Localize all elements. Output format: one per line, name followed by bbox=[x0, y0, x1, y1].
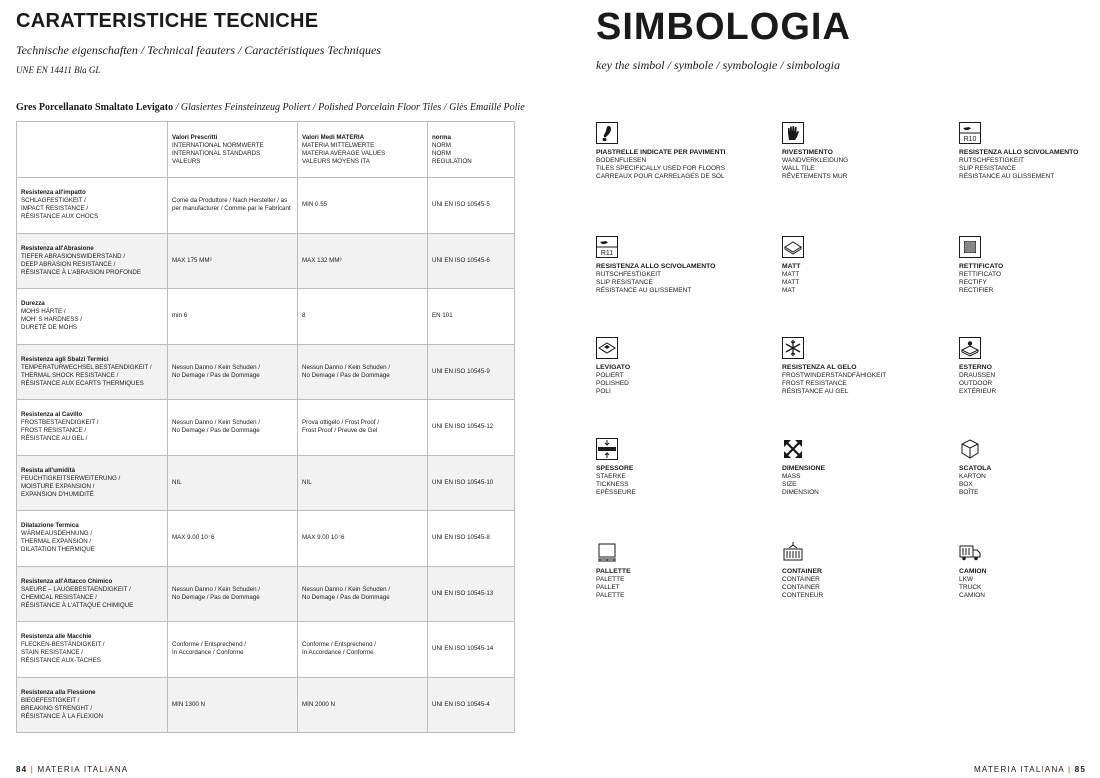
average-value: Frost Proof / Preuve de Gel bbox=[302, 427, 378, 435]
symbol-translation: RECTIFY bbox=[959, 279, 987, 286]
property-cell bbox=[17, 455, 168, 511]
property-translation: TEMPERATURWECHSEL BESTAENDIGKEIT / bbox=[21, 363, 152, 371]
footer-separator: | bbox=[1067, 765, 1072, 774]
symbol-translation: MATT bbox=[782, 271, 800, 278]
outdoor-tile-icon bbox=[959, 337, 981, 359]
symbol-name: RIVESTIMENTO bbox=[782, 149, 833, 156]
property-translation: MOHS HÄRTE / bbox=[21, 308, 66, 316]
symbol-name: SCATOLA bbox=[959, 465, 992, 472]
header-title: norma bbox=[432, 133, 451, 141]
thickness-icon bbox=[596, 438, 618, 460]
average-value-cell bbox=[298, 566, 428, 622]
symbol-translation: CARREAUX POUR CARRELAGES DE SOL bbox=[596, 173, 725, 180]
property-title: Dilatazione Termica bbox=[21, 522, 79, 530]
header-line: INTERNATIONAL NORMWERTE bbox=[172, 141, 264, 149]
symbol-translation: TILES SPECIFICALLY USED FOR FLOORS bbox=[596, 165, 726, 172]
prescribed-value: MAX 9.00 10⁻6 bbox=[172, 534, 215, 542]
box-icon bbox=[959, 438, 981, 460]
prescribed-value: Conforme / Entsprechend / bbox=[172, 641, 246, 649]
property-title: Resistenza al Cavillo bbox=[21, 411, 83, 419]
property-translation: TIEFER ABRASIONSWIDERSTAND / bbox=[21, 252, 126, 260]
table-row bbox=[17, 511, 515, 567]
prescribed-value: Nessun Danno / Kein Schuden / bbox=[172, 363, 261, 371]
average-value: MIN 0.55 bbox=[302, 201, 328, 209]
brand-part: MATERIA ITAL bbox=[974, 765, 1042, 774]
symbol-translation: CONTAINER bbox=[782, 584, 820, 591]
symbol-name: PALLETTE bbox=[596, 568, 631, 575]
average-value: Prova ottigelo / Frost Proof / bbox=[302, 419, 380, 427]
property-title: Resistenza agli Sbalzi Termici bbox=[21, 355, 109, 363]
slip-r11-icon bbox=[596, 236, 618, 258]
property-translation: THERMAL EXPANSION / bbox=[21, 538, 92, 546]
norm-cell: UNI EN ISO 10545-8 bbox=[428, 511, 515, 567]
table-row bbox=[17, 344, 515, 400]
pallet-icon bbox=[596, 541, 618, 563]
symbol-translation: PALETTE bbox=[596, 576, 625, 583]
average-value: Nessun Danno / Kein Schuden / bbox=[302, 585, 391, 593]
symbol-translation: RUTSCHFESTIGKEIT bbox=[959, 157, 1025, 164]
property-cell bbox=[17, 566, 168, 622]
average-value: NIL bbox=[302, 478, 312, 486]
symbol-item bbox=[782, 541, 932, 600]
norm-cell: UNI EN ISO 10545-10 bbox=[428, 455, 515, 511]
average-value: MAX 132 MM³ bbox=[302, 256, 342, 264]
slip-badge-label: R11 bbox=[600, 250, 614, 257]
prescribed-value: No Demage / Pas de Dommage bbox=[172, 427, 260, 435]
prescribed-value: MAX 175 MM³ bbox=[172, 256, 212, 264]
snowflake-icon bbox=[782, 337, 804, 359]
norm-cell: EN 101 bbox=[428, 289, 515, 345]
matt-tile-icon bbox=[782, 236, 804, 258]
symbol-translation: SLIP RESISTANCE bbox=[959, 165, 1016, 172]
footer-right bbox=[974, 765, 1086, 774]
header-line: MATERIA MITTELWERTE bbox=[302, 141, 375, 149]
property-translation: CHEMICAL RESISTANCE / bbox=[21, 593, 97, 601]
property-translation: FROSTBESTAENDIGKEIT / bbox=[21, 419, 99, 427]
average-value: No Demage / Pas de Dommage bbox=[302, 593, 390, 601]
property-translation: RÉSISTANCE À L'ABRASION PROFONDE bbox=[21, 268, 142, 276]
prescribed-value-cell bbox=[168, 289, 298, 345]
symbol-name: CAMION bbox=[959, 568, 987, 575]
symbol-translation: CONTENEUR bbox=[782, 592, 824, 599]
symbol-name: LEVIGATO bbox=[596, 364, 631, 371]
symbols-subtitle: key the simbol / symbole / symbologie / simbologia bbox=[596, 58, 840, 72]
symbol-translation: FROST RESISTANCE bbox=[782, 380, 847, 387]
header-line: NORM bbox=[432, 149, 451, 157]
symbol-translation: BOÎTE bbox=[959, 489, 979, 496]
symbol-name: SPESSORE bbox=[596, 465, 634, 472]
symbol-name: PIASTRELLE INDICATE PER PAVIMENTI bbox=[596, 149, 726, 156]
symbol-item bbox=[959, 122, 1100, 181]
property-translation: BIEGEFESTIGKEIT / bbox=[21, 696, 80, 704]
symbol-item bbox=[596, 438, 746, 497]
average-value: MAX 9.00 10⁻6 bbox=[302, 534, 345, 542]
footer-brand bbox=[974, 765, 1065, 774]
prescribed-value: Nessun Danno / Kein Schuden / bbox=[172, 585, 261, 593]
average-value-cell bbox=[298, 511, 428, 567]
symbol-translation: PALLET bbox=[596, 584, 620, 591]
symbol-name: DIMENSIONE bbox=[782, 465, 826, 472]
symbol-name: RESISTENZA ALLO SCIVOLAMENTO bbox=[959, 149, 1079, 156]
prescribed-value: No Demage / Pas de Dommage bbox=[172, 371, 260, 379]
symbol-item bbox=[782, 122, 932, 181]
symbol-translation: SLIP RESISTANCE bbox=[596, 279, 653, 286]
symbol-item bbox=[782, 236, 932, 295]
property-translation: RÉSISTANCE AUX-TACHES bbox=[21, 657, 101, 665]
symbol-translation: RÉSISTANCE AU GEL bbox=[782, 388, 849, 395]
prescribed-value-cell bbox=[168, 677, 298, 733]
prescribed-value-cell bbox=[168, 455, 298, 511]
property-title: Resistenza all'impatto bbox=[21, 189, 86, 197]
symbol-translation: POLI bbox=[596, 388, 611, 395]
page-title: CARATTERISTICHE TECNICHE bbox=[16, 10, 319, 32]
symbol-translation: OUTDOOR bbox=[959, 380, 993, 387]
average-value-cell bbox=[298, 622, 428, 678]
slip-r10-icon bbox=[959, 122, 981, 144]
symbol-translation: FROSTWINDERSTANDFÄHIGKEIT bbox=[782, 372, 887, 379]
slip-badge-label: R10 bbox=[963, 136, 977, 143]
symbol-translation: POLISHED bbox=[596, 380, 629, 387]
symbol-translation: BOX bbox=[959, 481, 973, 488]
symbol-translation: DRAUSSEN bbox=[959, 372, 996, 379]
norm-cell: UNI EN ISO 10545-12 bbox=[428, 400, 515, 456]
property-translation: EXPANSION D'HUMIDITÉ bbox=[21, 490, 94, 498]
property-translation: SCHLAGFESTIGKEIT / bbox=[21, 197, 86, 205]
symbol-item bbox=[596, 541, 746, 600]
symbol-item bbox=[959, 541, 1100, 600]
prescribed-value-cell bbox=[168, 400, 298, 456]
header-cell-col4 bbox=[428, 122, 515, 178]
symbol-item bbox=[596, 122, 746, 181]
footer-separator: | bbox=[30, 765, 35, 774]
symbol-item bbox=[782, 438, 932, 497]
symbol-translation: RECTIFIER bbox=[959, 287, 994, 294]
symbol-translation: TRUCK bbox=[959, 584, 982, 591]
symbol-item bbox=[959, 236, 1100, 295]
property-translation: MOH' S HARDNESS / bbox=[21, 316, 83, 324]
symbol-item bbox=[596, 337, 746, 396]
property-translation: DURETÉ DE MOHS bbox=[21, 324, 78, 332]
symbol-translation: RETTIFICATO bbox=[959, 271, 1002, 278]
symbol-translation: TICKNESS bbox=[596, 481, 629, 488]
prescribed-value: No Demage / Pas de Dommage bbox=[172, 593, 260, 601]
prescribed-value-cell bbox=[168, 622, 298, 678]
rectified-icon bbox=[959, 236, 981, 258]
norm-cell: UNI EN ISO 10545-9 bbox=[428, 344, 515, 400]
symbol-translation: SIZE bbox=[782, 481, 797, 488]
hand-icon bbox=[782, 122, 804, 144]
table-row bbox=[17, 178, 515, 234]
property-translation: FEUCHTIGKEITSERWEITERUNG / bbox=[21, 474, 121, 482]
symbol-translation: DIMENSION bbox=[782, 489, 819, 496]
average-value-cell bbox=[298, 233, 428, 289]
header-title: Valori Prescritti bbox=[172, 133, 218, 141]
header-line: INTERNATIONAL STANDARDS bbox=[172, 149, 261, 157]
property-translation: BREAKING STRENGHT / bbox=[21, 704, 93, 712]
prescribed-value: per manufacturer / Comme par le Fabricant bbox=[172, 205, 291, 213]
brand-part: MATERIA ITAL bbox=[37, 765, 105, 774]
symbol-translation: PALETTE bbox=[596, 592, 625, 599]
symbol-translation: MASS bbox=[782, 473, 801, 480]
prescribed-value-cell bbox=[168, 344, 298, 400]
header-line: VALEURS MOYENS ITA bbox=[302, 157, 370, 165]
table-row bbox=[17, 622, 515, 678]
header-title: Valori Medi MATERIA bbox=[302, 133, 365, 141]
truck-icon bbox=[959, 541, 981, 563]
property-translation: FROST RESISTANCE / bbox=[21, 427, 87, 435]
symbol-name: CONTAINER bbox=[782, 568, 822, 575]
prescribed-value-cell bbox=[168, 178, 298, 234]
header-line: NORM bbox=[432, 141, 451, 149]
table-row bbox=[17, 677, 515, 733]
table-row bbox=[17, 289, 515, 345]
property-translation: RÉSISTANCE AUX ECARTS THERMIQUES bbox=[21, 379, 144, 387]
symbol-translation: CONTAINER bbox=[782, 576, 820, 583]
property-translation: DEEP ABRASION RESISTANCE / bbox=[21, 260, 116, 268]
prescribed-value: In Accordance / Conforme bbox=[172, 649, 244, 657]
prescribed-value: Nessun Danno / Kein Schuden / bbox=[172, 419, 261, 427]
symbol-translation: RUTSCHFESTIGKEIT bbox=[596, 271, 662, 278]
property-cell bbox=[17, 622, 168, 678]
table-row bbox=[17, 233, 515, 289]
property-translation: SAEURE – LAUGEBESTAENDIGKEIT / bbox=[21, 585, 131, 593]
prescribed-value: NIL bbox=[172, 478, 182, 486]
symbol-translation: POLIERT bbox=[596, 372, 624, 379]
prescribed-value-cell bbox=[168, 566, 298, 622]
symbol-name: ESTERNO bbox=[959, 364, 992, 371]
footer-left bbox=[16, 765, 128, 774]
property-cell bbox=[17, 677, 168, 733]
average-value-cell bbox=[298, 677, 428, 733]
symbol-translation: STAERKE bbox=[596, 473, 626, 480]
norm-reference: UNE EN 14411 Bla GL bbox=[16, 65, 101, 75]
average-value: No Demage / Pas de Dommage bbox=[302, 371, 390, 379]
norm-cell: UNI EN ISO 10545-14 bbox=[428, 622, 515, 678]
property-cell bbox=[17, 344, 168, 400]
header-cell-col3 bbox=[298, 122, 428, 178]
header-empty-cell bbox=[17, 122, 168, 178]
table-row bbox=[17, 455, 515, 511]
table-row bbox=[17, 566, 515, 622]
prescribed-value: min 6 bbox=[172, 312, 188, 320]
average-value-cell bbox=[298, 344, 428, 400]
prescribed-value-cell bbox=[168, 511, 298, 567]
header-line: VALEURS bbox=[172, 157, 201, 165]
average-value: In Accordance / Conforme bbox=[302, 649, 374, 657]
symbol-translation: BODENFLIESEN bbox=[596, 157, 647, 164]
average-value: Conforme / Entsprechend / bbox=[302, 641, 376, 649]
brand-part: ANA bbox=[108, 765, 129, 774]
product-description bbox=[16, 102, 525, 113]
product-name: Gres Porcellanato Smaltato Levigato bbox=[16, 102, 174, 113]
header-cell-col2 bbox=[168, 122, 298, 178]
symbol-item bbox=[782, 337, 932, 396]
symbol-translation: CAMION bbox=[959, 592, 985, 599]
norm-cell: UNI EN ISO 10545-5 bbox=[428, 178, 515, 234]
norm-cell: UNI EN ISO 10545-4 bbox=[428, 677, 515, 733]
symbol-name: MATT bbox=[782, 263, 801, 270]
product-translations: / Glasiertes Feinsteinzeug Poliert / Polished Porcelain Floor Tiles / Glès Emaillé Polie bbox=[173, 102, 525, 113]
property-translation: THERMAL SHOCK RESISTANCE / bbox=[21, 371, 119, 379]
symbol-name: RESISTENZA AL GELO bbox=[782, 364, 857, 371]
polished-icon bbox=[596, 337, 618, 359]
symbol-translation: KARTON bbox=[959, 473, 986, 480]
brand-accent: I bbox=[1041, 765, 1045, 774]
property-title: Resistenza alla Flessione bbox=[21, 688, 96, 696]
property-cell bbox=[17, 233, 168, 289]
symbol-item bbox=[959, 438, 1100, 497]
container-icon bbox=[782, 541, 804, 563]
table-header-row bbox=[17, 122, 515, 178]
dimension-arrows-icon bbox=[782, 438, 804, 460]
table-row bbox=[17, 400, 515, 456]
footer-brand bbox=[37, 765, 128, 774]
property-translation: WÄRMEAUSDEHNUNG / bbox=[21, 530, 93, 538]
symbol-translation: RÉSISTANCE AU GLISSEMENT bbox=[959, 173, 1055, 180]
property-translation: RÉSISTANCE AU GEL / bbox=[21, 435, 88, 443]
brand-part: ANA bbox=[1044, 765, 1065, 774]
property-translation: RÉSISTANCE AUX CHOCS bbox=[21, 213, 99, 221]
symbol-translation: EPÈSSEURE bbox=[596, 489, 636, 496]
average-value-cell bbox=[298, 400, 428, 456]
average-value-cell bbox=[298, 455, 428, 511]
symbols-title: SIMBOLOGIA bbox=[596, 6, 851, 48]
page-number-left: 84 bbox=[16, 765, 28, 774]
norm-cell: UNI EN ISO 10545-6 bbox=[428, 233, 515, 289]
norm-cell: UNI EN ISO 10545-13 bbox=[428, 566, 515, 622]
property-translation: RÉSISTANCE À L'ATTAQUE CHIMIQUE bbox=[21, 601, 134, 609]
average-value: MIN 2000 N bbox=[302, 700, 336, 708]
brand-accent: I bbox=[104, 765, 109, 774]
technical-specs-table bbox=[16, 121, 515, 733]
property-translation: RÉSISTANCE À LA FLEXION bbox=[21, 712, 104, 720]
header-line: REGULATION bbox=[432, 157, 472, 165]
symbol-translation: LKW bbox=[959, 576, 974, 583]
symbol-translation: RÉSISTANCE AU GLISSEMENT bbox=[596, 287, 692, 294]
property-cell bbox=[17, 511, 168, 567]
property-translation: MOISTURE EXPANSION / bbox=[21, 482, 95, 490]
symbol-translation: RÊVETEMENTS MUR bbox=[782, 173, 848, 180]
prescribed-value: Come da Produttore / Nach Hersteller / as bbox=[172, 197, 288, 205]
symbol-name: RETTIFICATO bbox=[959, 263, 1004, 270]
symbol-translation: WALL TILE bbox=[782, 165, 815, 172]
property-cell bbox=[17, 178, 168, 234]
property-title: Resistenza alle Macchie bbox=[21, 633, 92, 641]
average-value: Nessun Danno / Kein Schuden / bbox=[302, 363, 391, 371]
property-title: Resistenza all'Abrasione bbox=[21, 244, 94, 252]
property-translation: DILATATION THERMIQUE bbox=[21, 546, 95, 554]
symbol-translation: MAT bbox=[782, 287, 796, 294]
page-number-right: 85 bbox=[1074, 765, 1086, 774]
page-subtitle: Technische eigenschaften / Technical feauters / Caractéristiques Techniques bbox=[16, 43, 381, 57]
property-translation: STAIN RESISTANCE / bbox=[21, 649, 83, 657]
property-title: Durezza bbox=[21, 300, 45, 308]
property-cell bbox=[17, 289, 168, 345]
symbol-name: RESISTENZA ALLO SCIVOLAMENTO bbox=[596, 263, 716, 270]
header-line: MATERIA AVERAGE VALUES bbox=[302, 149, 386, 157]
property-cell bbox=[17, 400, 168, 456]
average-value: 8 bbox=[302, 312, 306, 320]
symbol-translation: MATT bbox=[782, 279, 800, 286]
prescribed-value: MIN 1300 N bbox=[172, 700, 206, 708]
specs-table-body bbox=[17, 122, 515, 733]
footprint-icon bbox=[596, 122, 618, 144]
property-title: Resistenza all'Attacco Chimico bbox=[21, 577, 113, 585]
average-value-cell bbox=[298, 289, 428, 345]
property-title: Resista all'umidità bbox=[21, 466, 76, 474]
symbol-translation: EXTÉRIEUR bbox=[959, 388, 997, 395]
property-translation: FLECKEN-BESTÄNDIGKEIT / bbox=[21, 641, 105, 649]
symbol-translation: WANDVERKLEIDUNG bbox=[782, 157, 849, 164]
prescribed-value-cell bbox=[168, 233, 298, 289]
average-value-cell bbox=[298, 178, 428, 234]
symbol-item bbox=[959, 337, 1100, 396]
symbol-item bbox=[596, 236, 746, 295]
property-translation: IMPACT RESISTANCE / bbox=[21, 205, 89, 213]
